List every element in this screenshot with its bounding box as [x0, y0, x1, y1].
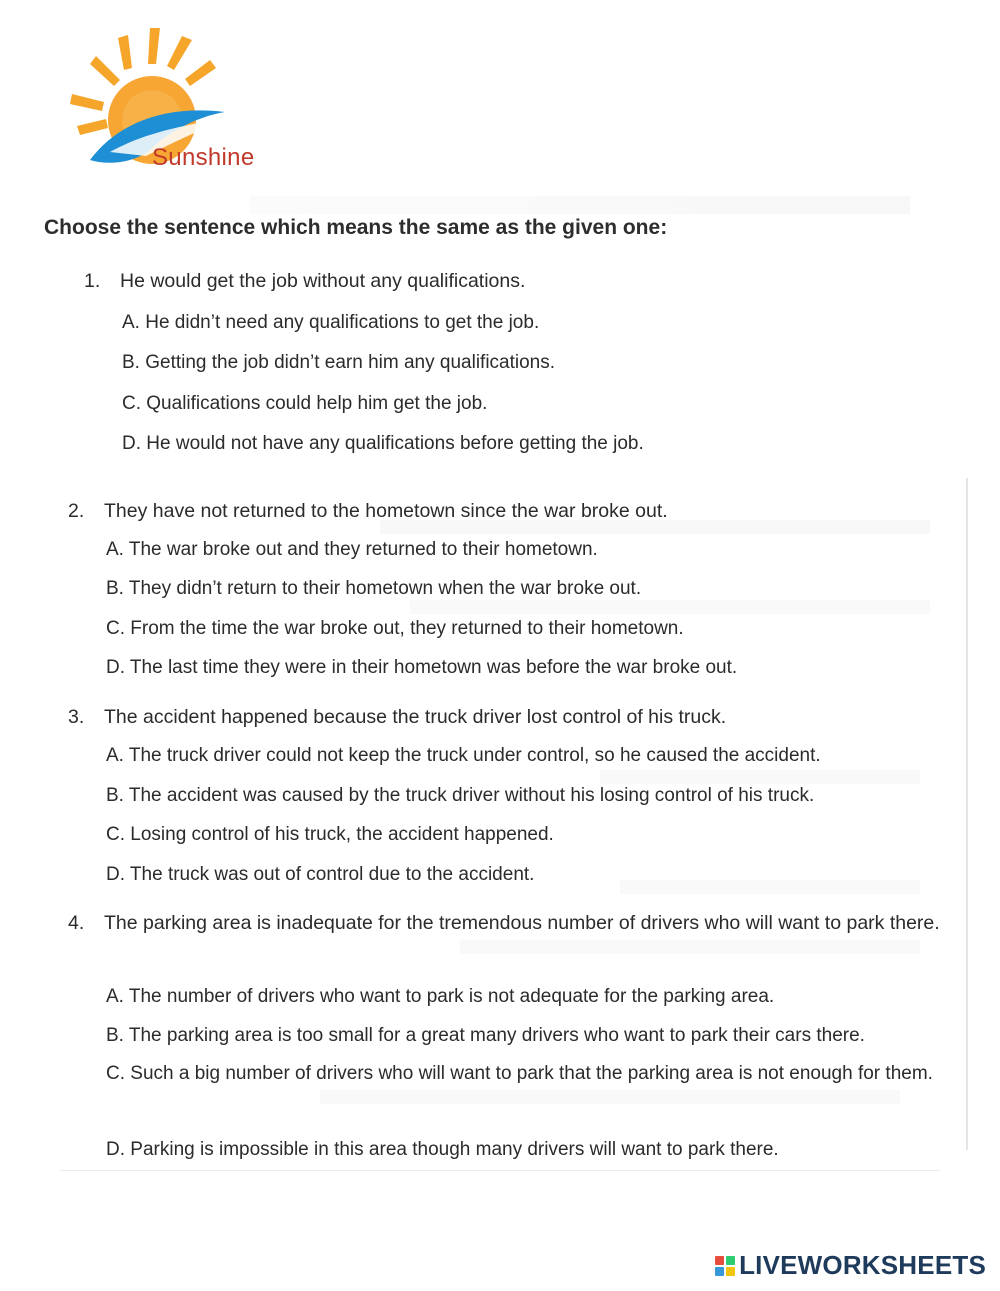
question-text: They have not returned to the hometown since the war broke out.	[104, 500, 668, 522]
page-edge-line	[966, 478, 968, 1150]
option-1b[interactable]: B. Getting the job didn’t earn him any qualifications.	[122, 352, 556, 373]
question-number: 3.	[68, 706, 85, 728]
option-4d[interactable]: D. Parking is impossible in this area though many drivers will want to park there.	[106, 1139, 779, 1160]
question-number: 4.	[68, 912, 85, 934]
brand-text: LIVEWORKSHEETS	[739, 1250, 986, 1280]
bleed-through	[620, 880, 920, 894]
question-text: He would get the job without any qualifications.	[120, 270, 526, 292]
option-3c[interactable]: C. Losing control of his truck, the accident happened.	[106, 824, 554, 845]
question-text: The accident happened because the truck driver lost control of his truck.	[104, 706, 727, 728]
question-4	[68, 904, 952, 942]
option-3b[interactable]: B. The accident was caused by the truck driver without his losing control of his truck.	[106, 785, 815, 806]
question-2	[68, 500, 668, 523]
question-1	[84, 270, 525, 293]
option-1a[interactable]: A. He didn’t need any qualifications to get the job.	[122, 312, 540, 333]
brand-logo-icon	[715, 1256, 735, 1276]
bleed-through	[250, 196, 910, 214]
divider	[60, 1170, 940, 1171]
instruction-heading: Choose the sentence which means the same as the given one:	[44, 216, 668, 239]
question-number: 1.	[84, 270, 101, 292]
option-2a[interactable]: A. The war broke out and they returned to their hometown.	[106, 539, 598, 560]
liveworksheets-brand	[715, 1250, 986, 1281]
option-2d[interactable]: D. The last time they were in their hometown was before the war broke out.	[106, 657, 738, 678]
option-1c[interactable]: C. Qualifications could help him get the job.	[122, 393, 488, 414]
option-4a[interactable]: A. The number of drivers who want to park is not adequate for the parking area.	[106, 986, 775, 1007]
bleed-through	[460, 940, 920, 954]
option-2b[interactable]: B. They didn’t return to their hometown when the war broke out.	[106, 578, 642, 599]
option-3d[interactable]: D. The truck was out of control due to the accident.	[106, 864, 535, 885]
bleed-through	[410, 600, 930, 614]
option-3a[interactable]: A. The truck driver could not keep the truck under control, so he caused the accident.	[106, 745, 821, 766]
question-3	[68, 706, 726, 729]
bleed-through	[600, 770, 920, 784]
question-number: 2.	[68, 500, 85, 522]
option-4c[interactable]: C. Such a big number of drivers who will want to park that the parking area is not enough for them.	[106, 1063, 933, 1084]
option-2c[interactable]: C. From the time the war broke out, they returned to their hometown.	[106, 618, 684, 639]
option-1d[interactable]: D. He would not have any qualifications before getting the job.	[122, 433, 644, 454]
logo-text: Sunshine	[152, 144, 255, 171]
option-4b[interactable]: B. The parking area is too small for a great many drivers who want to park their cars there.	[106, 1025, 865, 1046]
question-text: The parking area is inadequate for the tremendous number of drivers who will want to park there.	[104, 912, 940, 934]
